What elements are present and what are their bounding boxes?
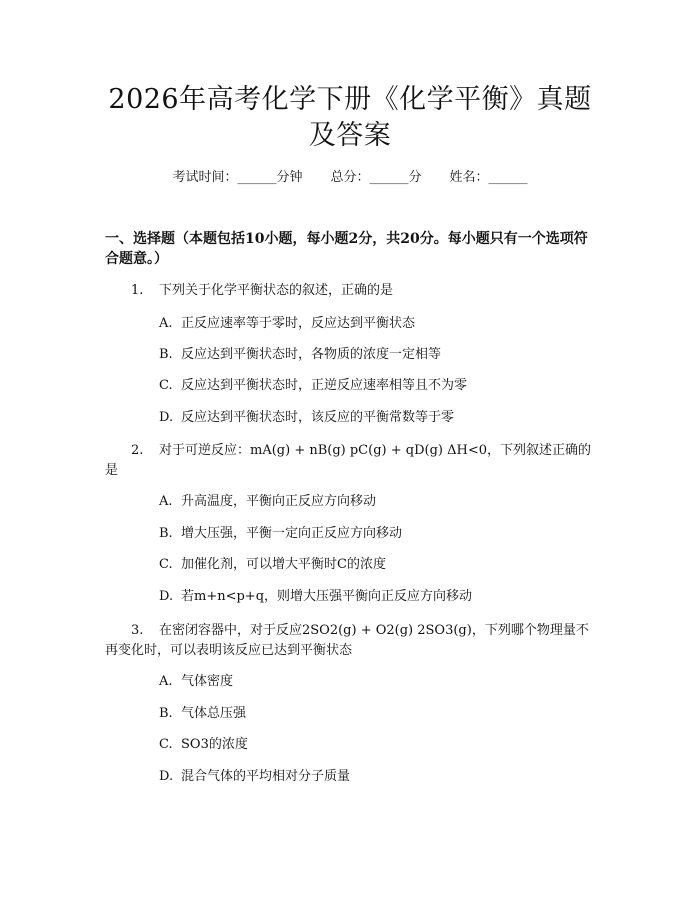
question-text: 下列关于化学平衡状态的叙述，正确的是: [159, 283, 394, 298]
page-title: 2026年高考化学下册《化学平衡》真题及答案: [108, 84, 592, 151]
question-3-option-a: [159, 673, 599, 691]
question-3-stem: [105, 621, 600, 661]
question-1-option-a: [159, 315, 599, 333]
option-text: 混合气体的平均相对分子质量: [181, 769, 351, 784]
section-header: 一、选择题（本题包括10小题，每小题2分，共20分。每小题只有一个选项符合题意。）: [105, 231, 588, 267]
exam-time-field: 考试时间：______分钟: [172, 170, 303, 185]
question-2-option-d: [159, 588, 599, 606]
option-text: 升高温度，平衡向正反应方向移动: [181, 494, 377, 509]
option-letter: B.: [159, 526, 173, 541]
option-text: 反应达到平衡状态时，该反应的平衡常数等于零: [181, 410, 455, 425]
total-score-field: 总分：______分: [330, 170, 422, 185]
question-text: 在密闭容器中，对于反应2SO2(g) + O2(g) 2SO3(g)，下列哪个物理量不再变化时，可以表明该反应已达到平衡状态: [105, 623, 589, 658]
question-2-stem: [105, 441, 600, 481]
option-letter: B.: [159, 347, 173, 362]
question-number: 2.: [131, 443, 144, 458]
question-3-option-d: [159, 768, 599, 786]
question-number: 1.: [131, 283, 144, 298]
question-3-option-c: [159, 736, 599, 754]
question-1-stem: [105, 281, 600, 301]
option-letter: B.: [159, 706, 173, 721]
option-text: 气体总压强: [181, 706, 247, 721]
option-letter: D.: [159, 410, 174, 425]
option-letter: C.: [159, 378, 173, 393]
question-2-option-b: [159, 525, 599, 543]
question-number: 3.: [131, 623, 144, 638]
option-text: 若m+n<p+q，则增大压强平衡向正反应方向移动: [181, 589, 473, 604]
exam-meta: [0, 169, 700, 187]
option-text: 加催化剂，可以增大平衡时C的浓度: [181, 557, 386, 572]
question-2-option-a: [159, 493, 599, 511]
option-text: 反应达到平衡状态时，正逆反应速率相等且不为零: [181, 378, 468, 393]
option-letter: D.: [159, 769, 174, 784]
question-text: 对于可逆反应：mA(g) + nB(g) pC(g) + qD(g) ΔH<0，下列叙述正确的是: [105, 443, 591, 478]
question-1-option-d: [159, 409, 599, 427]
question-3-option-b: [159, 705, 599, 723]
option-letter: A.: [159, 316, 173, 331]
question-1-option-b: [159, 346, 599, 364]
option-letter: A.: [159, 674, 173, 689]
option-text: SO3的浓度: [181, 737, 248, 752]
option-letter: C.: [159, 557, 173, 572]
student-name-field: 姓名：______: [449, 170, 528, 185]
option-letter: A.: [159, 494, 173, 509]
question-1-option-c: [159, 377, 599, 395]
option-letter: C.: [159, 737, 173, 752]
option-text: 气体密度: [181, 674, 234, 689]
option-text: 反应达到平衡状态时，各物质的浓度一定相等: [181, 347, 442, 362]
question-2-option-c: [159, 556, 599, 574]
option-letter: D.: [159, 589, 174, 604]
option-text: 正反应速率等于零时，反应达到平衡状态: [181, 316, 416, 331]
option-text: 增大压强，平衡一定向正反应方向移动: [181, 526, 403, 541]
